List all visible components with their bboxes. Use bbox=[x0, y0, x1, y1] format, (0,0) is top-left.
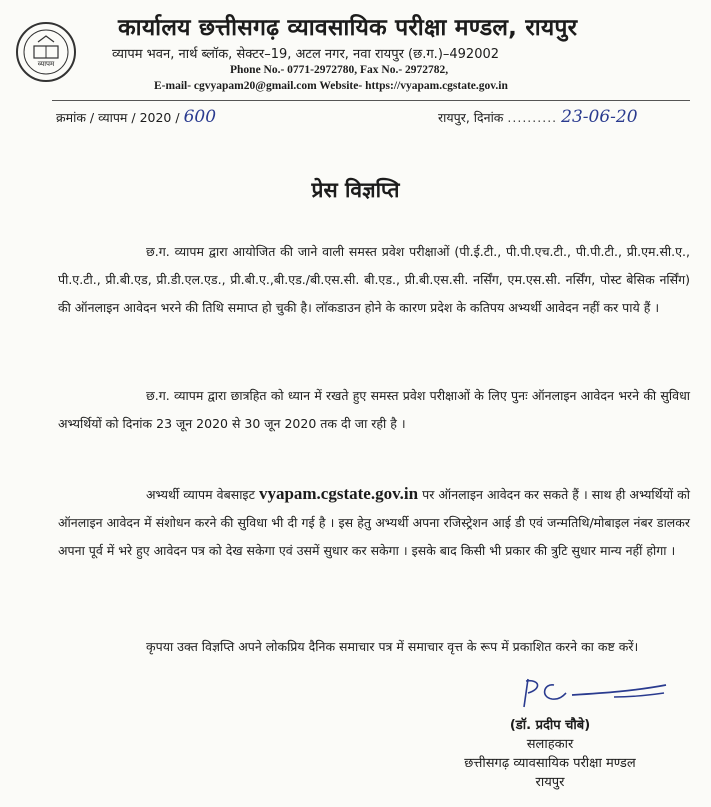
header-divider bbox=[52, 100, 690, 101]
paragraph-4 bbox=[58, 633, 690, 661]
logo-text: व्यापम bbox=[37, 60, 55, 68]
office-address: व्यापम भवन, नार्थ ब्लॉक, सेक्टर–19, अटल नगर, नवा रायपुर (छ.ग.)–492002 bbox=[112, 47, 500, 62]
paragraph-3-text-before: अभ्यर्थी व्यापम वेबसाइट bbox=[146, 487, 255, 502]
date-line bbox=[438, 107, 638, 127]
signatory-block bbox=[420, 716, 680, 792]
paragraph-2-text: छ.ग. व्यापम द्वारा छात्रहित को ध्यान में रखते हुए समस्त प्रवेश परीक्षाओं के लिए पुनः ऑनलाइन आवेदन भरने की सुविधा अभ्यर्थियों को दिनांक 23 जून 2020 से 30 जून 2020 तक दी जा रही है । bbox=[58, 388, 690, 431]
vyapam-logo bbox=[16, 22, 76, 82]
reference-handwritten-number: 600 bbox=[183, 107, 217, 127]
date-handwritten-value: 23-06-20 bbox=[561, 107, 638, 127]
page-title: प्रेस विज्ञप्ति bbox=[311, 178, 400, 202]
signature-icon bbox=[514, 675, 674, 715]
signatory-city: रायपुर bbox=[535, 775, 565, 790]
reference-number bbox=[56, 107, 216, 127]
logo-emblem-icon bbox=[18, 24, 74, 80]
office-email-website: E-mail- cgvyapam20@gmail.com Website- https://vyapam.cgstate.gov.in bbox=[154, 80, 508, 92]
signatory-designation: सलाहकार bbox=[526, 737, 574, 752]
date-label: रायपुर, दिनांक bbox=[438, 110, 504, 125]
paragraph-3-text-after: पर ऑनलाइन आवेदन कर सकते हैं । साथ ही अभ्यर्थियों को ऑनलाइन आवेदन में संशोधन करने की सुविधा भी दी गई है । इस हेतु अभ्यर्थी अपना रजिस्ट्रेशन आई डी एवं जन्मतिथि/मोबाइल नंबर डालकर अपना पूर्व में भरे हुए आवेदन पत्र को देख सकेगा एवं उसमें सुधार कर सकेगा । इसके बाद किसी भी प्रकार की त्रुटि सुधार मान्य नहीं होगा । bbox=[58, 487, 690, 558]
website-link[interactable]: vyapam.cgstate.gov.in bbox=[258, 484, 419, 503]
paragraph-1 bbox=[58, 238, 690, 322]
paragraph-4-text: कृपया उक्त विज्ञप्ति अपने लोकप्रिय दैनिक समाचार पत्र में समाचार वृत्त के रूप में प्रकाशित करने का कष्ट करें। bbox=[146, 639, 639, 654]
paragraph-3 bbox=[58, 480, 690, 565]
office-title: कार्यालय छत्तीसगढ़ व्यावसायिक परीक्षा मण्डल, रायपुर bbox=[118, 15, 578, 41]
paragraph-1-text: छ.ग. व्यापम द्वारा आयोजित की जाने वाली समस्त प्रवेश परीक्षाओं (पी.ई.टी., पी.पी.एच.टी., पी.पी.टी., प्री.एम.सी.ए., पी.ए.टी., प्री.बी.एड, प्री.डी.एल.एड., प्री.बी.ए.,बी.एड./बी.एस.सी. बी.एड., प्री.बी.एस.सी. नर्सिंग, एम.एस.सी. नर्सिंग, पोस्ट बेसिक नर्सिंग) की ऑनलाइन आवेदन भरने की तिथि समाप्त हो चुकी है। लॉकडाउन होने के कारण प्रदेश के कतिपय अभ्यर्थी आवेदन नहीं कर पाये हैं । bbox=[58, 244, 690, 315]
reference-prefix: क्रमांक / व्यापम / 2020 / bbox=[56, 110, 180, 125]
date-dots: .......... bbox=[507, 110, 558, 125]
signatory-organization: छत्तीसगढ़ व्यावसायिक परीक्षा मण्डल bbox=[464, 756, 636, 771]
paragraph-2 bbox=[58, 382, 690, 438]
office-phone: Phone No.- 0771-2972780, Fax No.- 2972782, bbox=[230, 64, 449, 76]
signatory-name: (डॉ. प्रदीप चौबे) bbox=[509, 718, 591, 733]
